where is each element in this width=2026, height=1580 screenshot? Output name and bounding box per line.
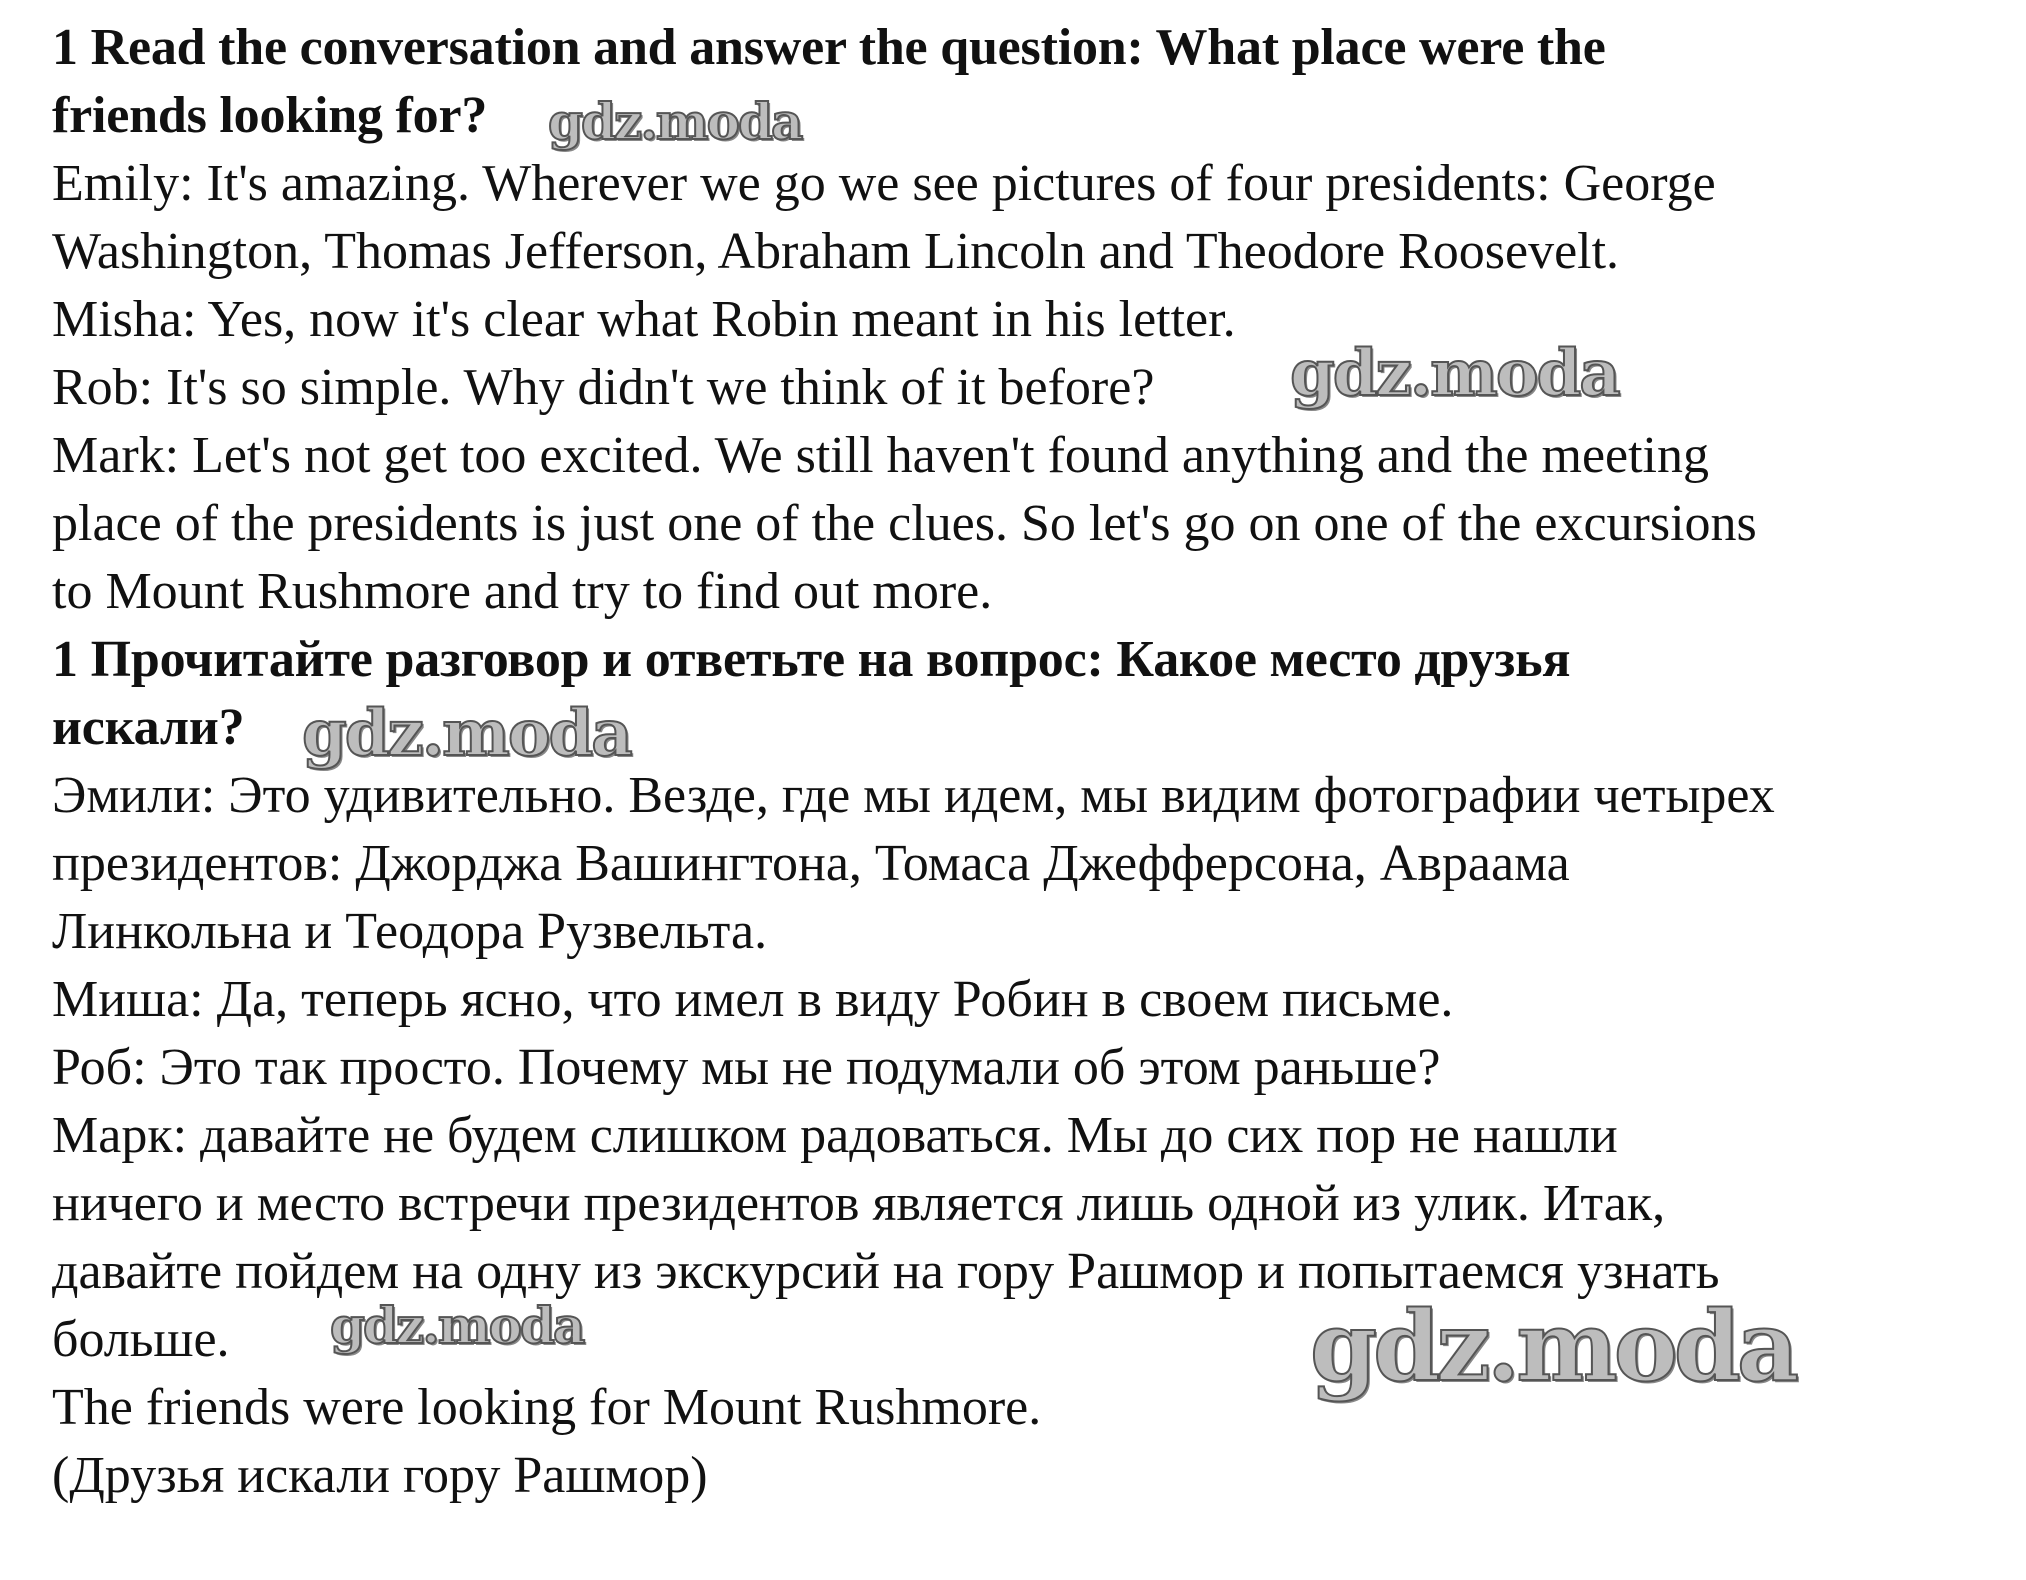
russian-line-8: давайте пойдем на одну из экскурсий на гору Рашмор и попытаемся узнать	[52, 1243, 1720, 1300]
answer-english: The friends were looking for Mount Rushmore.	[52, 1379, 1042, 1436]
russian-line-3: Линкольна и Теодора Рузвельта.	[52, 903, 768, 960]
russian-heading-line-2: искали?	[52, 699, 245, 756]
english-heading-line-1: 1 Read the conversation and answer the question: What place were the	[52, 19, 1606, 76]
watermark: gdz.moda	[330, 1296, 584, 1355]
watermark: gdz.moda	[1290, 336, 1619, 411]
watermark: gdz.moda	[548, 92, 802, 151]
english-heading-line-2: friends looking for?	[52, 87, 488, 144]
english-line-4: Rob: It's so simple. Why didn't we think of it before?	[52, 359, 1155, 416]
russian-line-6: Марк: давайте не будем слишком радоваться. Мы до сих пор не нашли	[52, 1107, 1618, 1164]
english-line-6: place of the presidents is just one of the clues. So let's go on one of the excursions	[52, 495, 1757, 552]
russian-line-1: Эмили: Это удивительно. Везде, где мы идем, мы видим фотографии четырех	[52, 767, 1775, 824]
english-line-3: Misha: Yes, now it's clear what Robin meant in his letter.	[52, 291, 1236, 348]
russian-line-7: ничего и место встречи президентов является лишь одной из улик. Итак,	[52, 1175, 1666, 1232]
russian-line-5: Роб: Это так просто. Почему мы не подумали об этом раньше?	[52, 1039, 1441, 1096]
watermark: gdz.moda	[1310, 1290, 1796, 1403]
english-line-7: to Mount Rushmore and try to find out more.	[52, 563, 993, 620]
english-line-1: Emily: It's amazing. Wherever we go we see pictures of four presidents: George	[52, 155, 1716, 212]
english-line-5: Mark: Let's not get too excited. We still haven't found anything and the meeting	[52, 427, 1709, 484]
russian-heading-line-1: 1 Прочитайте разговор и ответьте на вопрос: Какое место друзья	[52, 631, 1571, 688]
russian-line-9: больше.	[52, 1311, 230, 1368]
watermark: gdz.moda	[302, 696, 631, 771]
russian-line-2: президентов: Джорджа Вашингтона, Томаса Джефферсона, Авраама	[52, 835, 1570, 892]
answer-russian: (Друзья искали гору Рашмор)	[52, 1447, 708, 1504]
english-line-2: Washington, Thomas Jefferson, Abraham Lincoln and Theodore Roosevelt.	[52, 223, 1620, 280]
russian-line-4: Миша: Да, теперь ясно, что имел в виду Робин в своем письме.	[52, 971, 1454, 1028]
